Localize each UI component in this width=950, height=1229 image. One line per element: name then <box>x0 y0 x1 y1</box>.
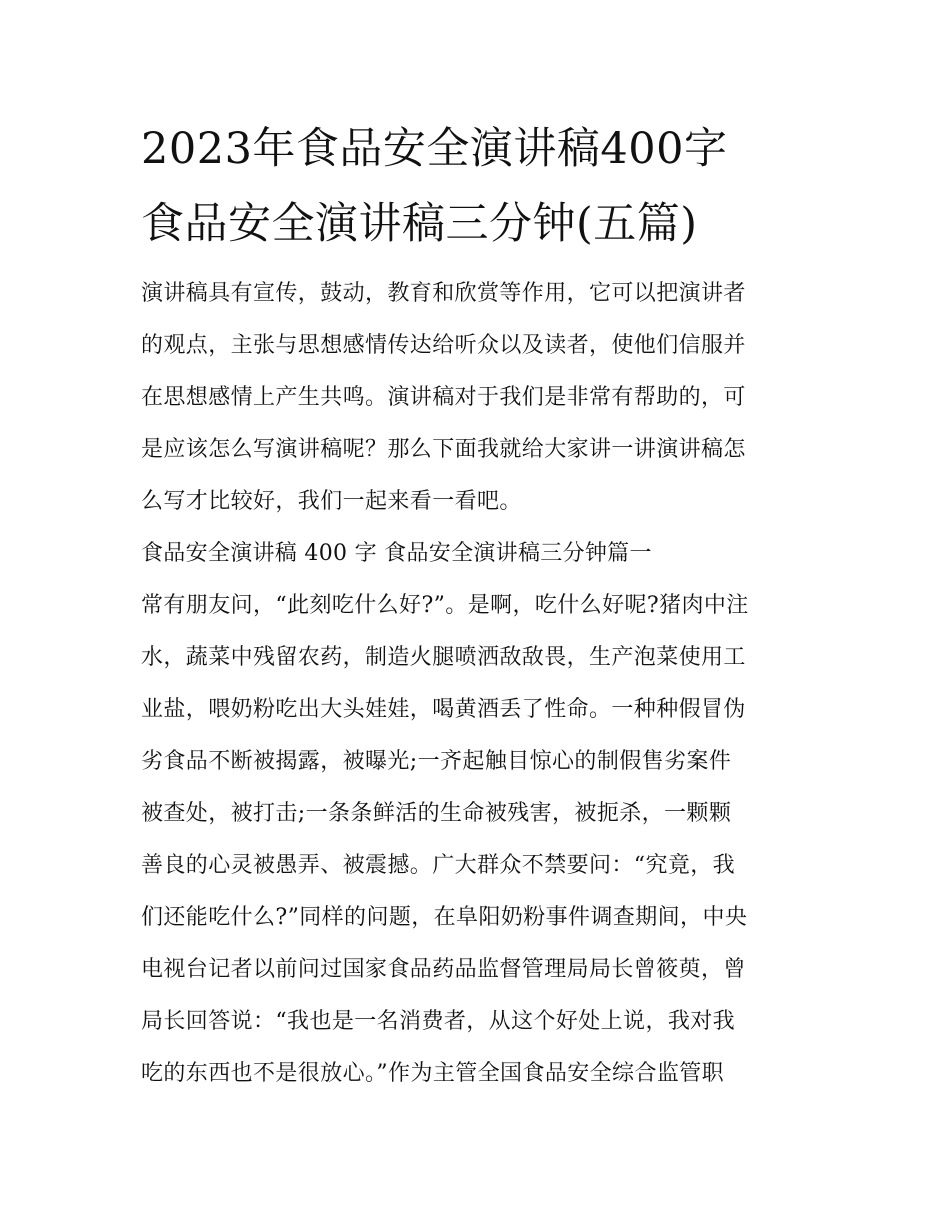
intro-line: 在思想感情上产生共鸣。演讲稿对于我们是非常有帮助的，可 <box>141 385 746 410</box>
section-line: 们还能吃什么?”同样的问题，在阜阳奶粉事件调查期间，中央 <box>141 905 748 930</box>
section-line: 水，蔬菜中残留农药，制造火腿喷洒敌敌畏，生产泡菜使用工 <box>141 645 746 670</box>
intro-line: 么写才比较好，我们一起来看一看吧。 <box>141 489 522 514</box>
section-line: 被查处，被打击;一条条鲜活的生命被残害，被扼杀，一颗颗 <box>141 801 732 826</box>
title-line-2: 食品安全演讲稿三分钟(五篇) <box>141 199 698 249</box>
section-line: 吃的东西也不是很放心。”作为主管全国食品安全综合监管职 <box>141 1061 725 1086</box>
section-line: 业盐，喂奶粉吃出大头娃娃，喝黄酒丢了性命。一种种假冒伪 <box>141 697 746 722</box>
section-line: 善良的心灵被愚弄、被震撼。广大群众不禁要问：“究竟，我 <box>141 853 736 878</box>
document-content <box>141 112 813 1100</box>
document-body <box>141 268 813 1100</box>
intro-paragraph <box>141 268 813 528</box>
document-title <box>141 112 813 262</box>
section-line: 常有朋友问，“此刻吃什么好?”。是啊，吃什么好呢?猪肉中注 <box>141 593 749 618</box>
intro-line: 演讲稿具有宣传，鼓动，教育和欣赏等作用，它可以把演讲者 <box>141 281 746 306</box>
section-paragraph <box>141 580 813 1100</box>
intro-line: 是应该怎么写演讲稿呢？那么下面我就给大家讲一讲演讲稿怎 <box>141 437 746 462</box>
section-line: 劣食品不断被揭露，被曝光;一齐起触目惊心的制假售劣案件 <box>141 749 732 774</box>
section-line: 局长回答说：“我也是一名消费者，从这个好处上说，我对我 <box>141 1009 736 1034</box>
section-heading: 食品安全演讲稿 400 字 食品安全演讲稿三分钟篇一 <box>141 541 652 566</box>
title-line-1: 2023年食品安全演讲稿400字 <box>141 124 728 174</box>
intro-line: 的观点，主张与思想感情传达给听众以及读者，使他们信服并 <box>141 333 746 358</box>
section-line: 电视台记者以前问过国家食品药品监督管理局局长曾筱萸，曾 <box>141 957 746 982</box>
